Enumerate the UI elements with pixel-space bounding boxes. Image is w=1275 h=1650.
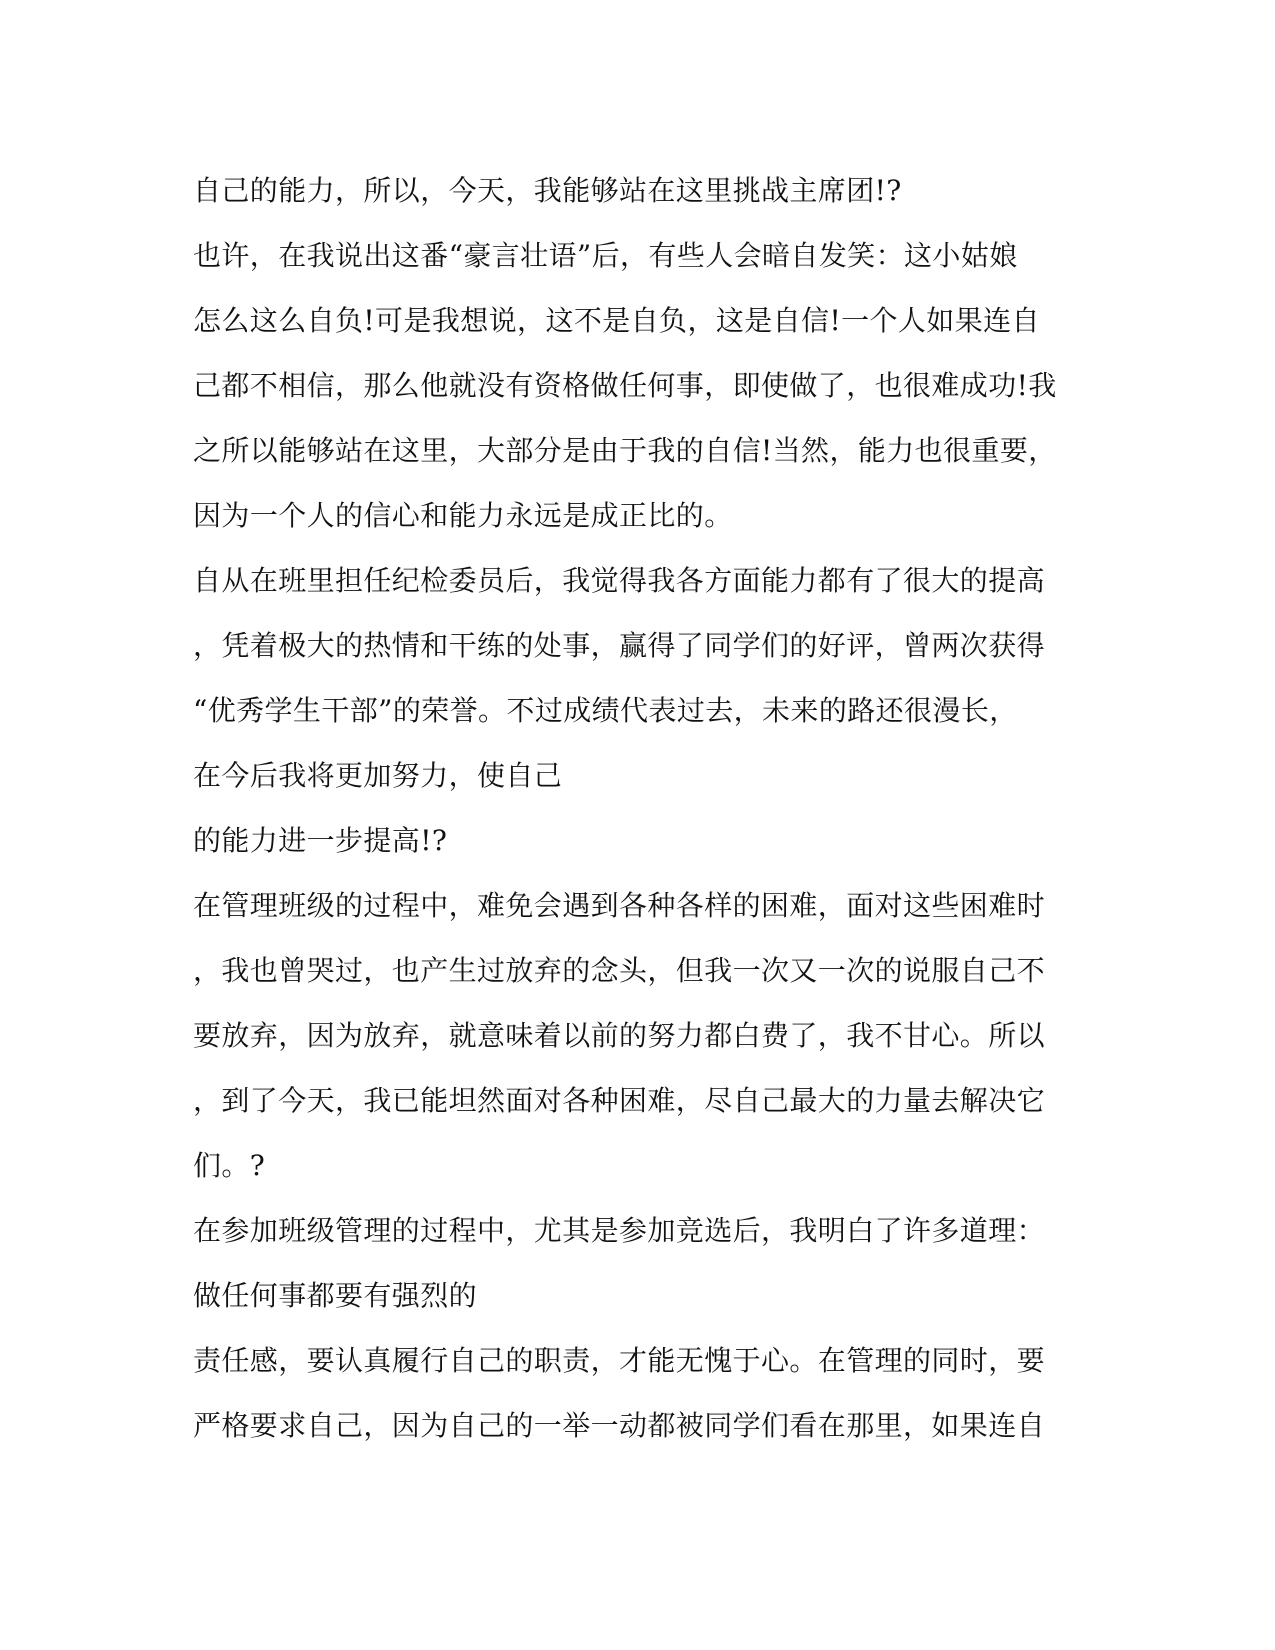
text-line: 己都不相信，那么他就没有资格做任何事，即使做了，也很难成功!我 bbox=[193, 369, 1057, 402]
text-line: 们。? bbox=[193, 1149, 266, 1182]
text-line: 在管理班级的过程中，难免会遇到各种各样的困难，面对这些困难时 bbox=[193, 889, 1046, 922]
text-line: ，我也曾哭过，也产生过放弃的念头，但我一次又一次的说服自己不 bbox=[193, 954, 1046, 987]
text-line: 因为一个人的信心和能力永远是成正比的。 bbox=[193, 499, 733, 532]
text-line: ，到了今天，我已能坦然面对各种困难，尽自己最大的力量去解决它 bbox=[193, 1084, 1046, 1117]
text-line: ，凭着极大的热情和干练的处事，赢得了同学们的好评，曾两次获得 bbox=[193, 629, 1046, 662]
text-line: 责任感，要认真履行自己的职责，才能无愧于心。在管理的同时，要 bbox=[193, 1344, 1046, 1377]
text-line: 自从在班里担任纪检委员后，我觉得我各方面能力都有了很大的提高 bbox=[193, 564, 1046, 597]
body-text bbox=[193, 158, 1093, 1458]
text-line: 做任何事都要有强烈的 bbox=[193, 1279, 478, 1312]
text-line: 怎么这么自负!可是我想说，这不是自负，这是自信!一个人如果连自 bbox=[193, 304, 1040, 337]
text-line: 自己的能力，所以，今天，我能够站在这里挑战主席团!? bbox=[193, 174, 902, 207]
text-line: 在参加班级管理的过程中，尤其是参加竞选后，我明白了许多道理： bbox=[193, 1214, 1046, 1247]
text-line: 的能力进一步提高!? bbox=[193, 824, 448, 857]
text-line: 在今后我将更加努力，使自己 bbox=[193, 759, 563, 792]
text-line: 要放弃，因为放弃，就意味着以前的努力都白费了，我不甘心。所以 bbox=[193, 1019, 1046, 1052]
text-line: “优秀学生干部”的荣誉。不过成绩代表过去，未来的路还很漫长， bbox=[193, 694, 1018, 727]
text-line: 严格要求自己，因为自己的一举一动都被同学们看在那里，如果连自 bbox=[193, 1409, 1046, 1442]
text-line: 也许，在我说出这番“豪言壮语”后，有些人会暗自发笑：这小姑娘 bbox=[193, 239, 1018, 272]
text-line: 之所以能够站在这里，大部分是由于我的自信!当然，能力也很重要， bbox=[193, 434, 1057, 467]
